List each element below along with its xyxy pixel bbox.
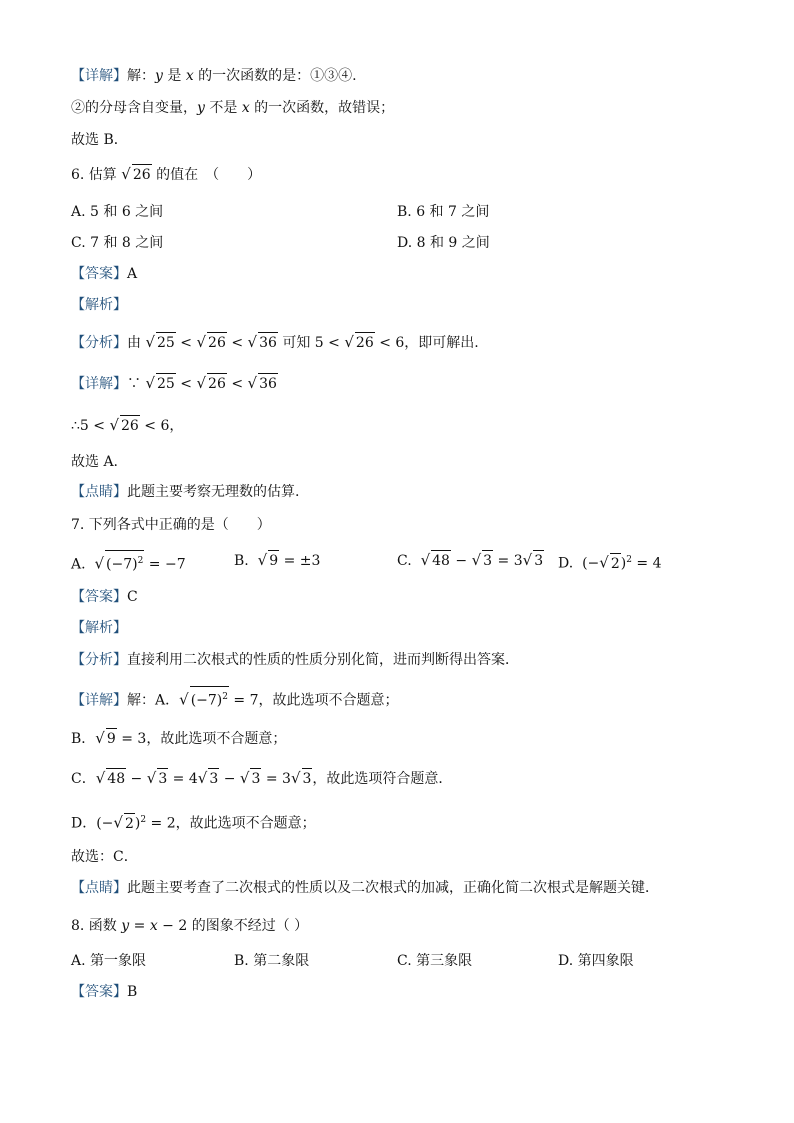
q8-option-a: A. 第一象限 [71,953,147,969]
q7-detail-b: B．√ 9 = 3，故此选项不合题意； [71,729,287,747]
q7-choose: 故选：C． [71,849,138,865]
question-6: 6. 估算 √ 26 的值在 （ ） [71,165,262,183]
q6-choose: 故选 A. [71,454,119,470]
q8-option-b: B. 第二象限 [234,953,310,969]
q7-option-a: A. √ $(-7)^2 = -7$ [71,550,186,575]
detail-line-2: ②的分母含自变量，y 不是 x 的一次函数，故错误； [71,100,395,116]
q6-analysis-heading: 【解析】 [71,297,127,313]
q7-comment: 【点睛】此题主要考查了二次根式的性质以及二次根式的加减，正确化简二次根式是解题关键． [71,880,659,896]
q6-detail-2: ∴5 < √ 26 < 6， [71,416,184,434]
q7-detail-c: C．√ 48 − √ 3 = 4√ 3 − √ 3 = 3√ 3，故此选项符合题意． [71,769,453,787]
q8-answer: 【答案】B [71,984,138,1000]
q6-option-a: A. 5 和 6 之间 [71,204,164,220]
q7-option-d: D. (−√ 2)$^2$ = 4 [558,553,662,572]
choose-b: 故选 B． [71,132,128,148]
q8-option-c: C. 第三象限 [397,953,473,969]
q7-analysis: 【分析】直接利用二次根式的性质的性质分别化简，进而判断得出答案． [71,652,519,668]
q8-option-d: D. 第四象限 [558,953,634,969]
question-8: 8. 函数 y = x − 2 的图象不经过（ ） [71,918,309,934]
q6-option-c: C. 7 和 8 之间 [71,235,164,251]
detail-line-1: 【详解】解：y 是 x 的一次函数的是：①③④. [71,68,357,84]
q6-detail: 【详解】∵ √ 25 < √ 26 < √ 36 [71,374,277,392]
q6-option-d: D. 8 和 9 之间 [397,235,490,251]
q6-analysis: 【分析】由 √ 25 < √ 26 < √ 36 可知 5 < √ 26 < 6，即可解出. [71,333,479,351]
q7-analysis-heading: 【解析】 [71,620,127,636]
q7-detail-d: D．(−√ 2)$^2$ = 2，故此选项不合题意； [71,813,316,832]
q6-comment: 【点睛】此题主要考察无理数的估算. [71,484,300,500]
q7-option-c: C. √ 48 − √ 3 = 3√ 3 [397,551,544,569]
question-7: 7. 下列各式中正确的是（ ） [71,517,271,533]
q7-answer: 【答案】C [71,589,138,605]
q7-detail-a: 【详解】解：A．√ $(-7)^2 = 7$，故此选项不合题意； [71,686,399,711]
q6-answer: 【答案】A [71,266,138,282]
q7-option-b: B. √ 9 = ±3 [234,551,321,569]
q6-option-b: B. 6 和 7 之间 [397,204,490,220]
